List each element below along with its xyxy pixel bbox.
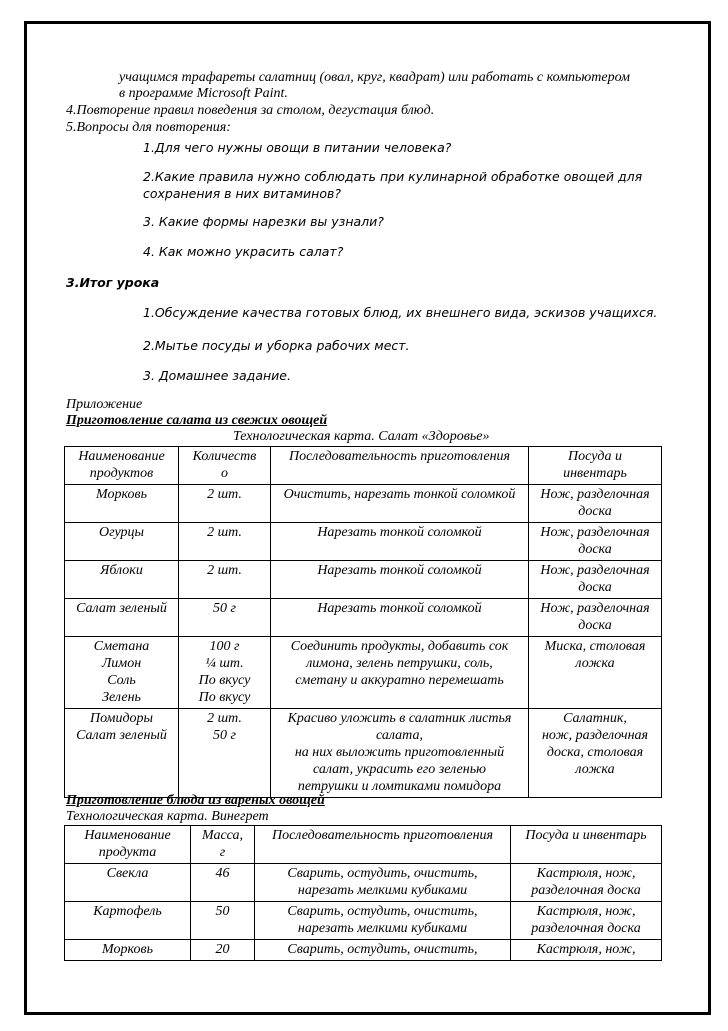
- cell-text: 50 г: [213, 601, 236, 616]
- cell-text: Последовательность приготовления: [288, 449, 511, 464]
- table-cell: [271, 599, 529, 637]
- table-row: [65, 709, 662, 798]
- cell-text: Салатник,: [563, 711, 627, 726]
- cell-text: инвентарь: [563, 466, 627, 481]
- cell-text: Кастрюля, нож,: [536, 866, 636, 881]
- table-cell: [65, 864, 191, 902]
- cell-text: 2 шт.: [207, 487, 242, 502]
- table-cell: [65, 902, 191, 940]
- cell-text: Картофель: [93, 904, 162, 919]
- table-cell: [179, 637, 271, 709]
- cell-text: Нож, разделочная: [540, 563, 650, 578]
- cell-text: доска, столовая: [546, 745, 644, 760]
- cell-text: Нож, разделочная: [540, 525, 650, 540]
- card-1-title: Технологическая карта. Салат «Здоровье»: [233, 429, 490, 444]
- table-cell: [529, 485, 662, 523]
- cell-text: Кастрюля, нож,: [536, 904, 636, 919]
- cell-text: Последовательность приготовления: [271, 828, 494, 843]
- cell-text: доска: [578, 542, 612, 557]
- cell-text: Наименование: [78, 449, 165, 464]
- question-4: 4. Как можно украсить салат?: [143, 244, 344, 259]
- cell-text: Салат зеленый: [76, 601, 167, 616]
- cell-text: салата,: [376, 728, 423, 743]
- table-cell: [255, 826, 511, 864]
- cell-text: ¼ шт.: [205, 656, 244, 671]
- table-cell: [511, 940, 662, 961]
- cell-text: продуктов: [89, 466, 154, 481]
- cell-text: Морковь: [96, 487, 147, 502]
- cell-text: Очистить, нарезать тонкой соломкой: [283, 487, 516, 502]
- section-1-title: Приготовление салата из свежих овощей: [66, 413, 328, 428]
- table-cell: [511, 902, 662, 940]
- cell-text: Количеств: [192, 449, 257, 464]
- table-cell: [271, 523, 529, 561]
- cell-text: Посуда и: [568, 449, 622, 464]
- table-cell: [529, 523, 662, 561]
- table-row: [65, 599, 662, 637]
- cell-text: Свекла: [106, 866, 149, 881]
- table-cell: [529, 709, 662, 798]
- cell-text: петрушки и ломтиками помидора: [297, 779, 502, 794]
- cell-text: ложка: [575, 656, 615, 671]
- table-cell: [511, 864, 662, 902]
- cell-text: Салат зеленый: [76, 728, 167, 743]
- cell-text: салат, украсить его зеленью: [313, 762, 486, 777]
- cell-text: нарезать мелкими кубиками: [297, 921, 468, 936]
- cell-text: Кастрюля, нож,: [536, 942, 636, 957]
- table-cell: [179, 561, 271, 599]
- table-cell: [179, 599, 271, 637]
- table-cell: [191, 826, 255, 864]
- cell-text: на них выложить приготовленный: [294, 745, 505, 760]
- table-cell: [179, 447, 271, 485]
- question-3: 3. Какие формы нарезки вы узнали?: [143, 214, 384, 229]
- table-cell: [179, 523, 271, 561]
- question-2-line-2: сохранения в них витаминов?: [143, 186, 341, 201]
- cell-text: Морковь: [102, 942, 153, 957]
- text-line-paint: в программе Microsoft Paint.: [119, 86, 288, 101]
- table-row: [65, 485, 662, 523]
- table-cell: [179, 485, 271, 523]
- table-cell: [271, 709, 529, 798]
- table-row: [65, 864, 662, 902]
- cell-text: 20: [215, 942, 230, 957]
- cell-text: доска: [578, 504, 612, 519]
- table-cell: [191, 864, 255, 902]
- table-cell: [65, 523, 179, 561]
- cell-text: о: [221, 466, 228, 481]
- table-cell: [529, 561, 662, 599]
- cell-text: продукта: [98, 845, 157, 860]
- cell-text: 2 шт.: [207, 711, 242, 726]
- cell-text: Сварить, остудить, очистить,: [287, 866, 478, 881]
- cell-text: 2 шт.: [207, 563, 242, 578]
- cell-text: 46: [215, 866, 230, 881]
- table-cell: [179, 709, 271, 798]
- cell-text: разделочная доска: [531, 921, 641, 936]
- table-row: [65, 561, 662, 599]
- cell-text: 50 г: [213, 728, 236, 743]
- cell-text: Нож, разделочная: [540, 487, 650, 502]
- table-row: [65, 902, 662, 940]
- table-cell: [255, 902, 511, 940]
- table-header-row: [65, 447, 662, 485]
- cell-text: доска: [578, 618, 612, 633]
- cell-text: Сметана: [93, 639, 150, 654]
- cell-text: Посуда и инвентарь: [525, 828, 647, 843]
- cell-text: 2 шт.: [207, 525, 242, 540]
- table-row: [65, 637, 662, 709]
- cell-text: Соль: [107, 673, 136, 688]
- cell-text: Красиво уложить в салатник листья: [287, 711, 512, 726]
- table-cell: [65, 940, 191, 961]
- cell-text: Огурцы: [98, 525, 145, 540]
- cell-text: 100 г: [209, 639, 240, 654]
- table-cell: [65, 599, 179, 637]
- cell-text: По вкусу: [198, 673, 251, 688]
- table-header-row: [65, 826, 662, 864]
- text-line-questions-heading: 5.Вопросы для повторения:: [66, 120, 231, 135]
- tech-card-table-salad: [64, 446, 662, 798]
- table-cell: [65, 826, 191, 864]
- table-cell: [271, 637, 529, 709]
- table-cell: [271, 561, 529, 599]
- cell-text: Масса,: [201, 828, 244, 843]
- table-cell: [65, 709, 179, 798]
- cell-text: нарезать мелкими кубиками: [297, 883, 468, 898]
- table-cell: [65, 637, 179, 709]
- question-2-line-1: 2.Какие правила нужно соблюдать при кулинарной обработке овощей для: [143, 169, 643, 184]
- cell-text: Яблоки: [100, 563, 143, 578]
- cell-text: Сварить, остудить, очистить,: [287, 942, 478, 957]
- cell-text: Нарезать тонкой соломкой: [317, 601, 482, 616]
- cell-text: Нарезать тонкой соломкой: [317, 525, 482, 540]
- table-row: [65, 523, 662, 561]
- cell-text: г: [219, 845, 226, 860]
- table-cell: [191, 940, 255, 961]
- summary-item-1: 1.Обсуждение качества готовых блюд, их внешнего вида, эскизов учащихся.: [143, 305, 658, 320]
- table-cell: [65, 447, 179, 485]
- question-1: 1.Для чего нужны овощи в питании человека?: [143, 140, 452, 155]
- cell-text: Помидоры: [89, 711, 154, 726]
- cell-text: Миска, столовая: [544, 639, 646, 654]
- summary-heading: 3.Итог урока: [66, 275, 160, 290]
- cell-text: По вкусу: [198, 690, 251, 705]
- text-line-table-manners: 4.Повторение правил поведения за столом, дегустация блюд.: [66, 103, 435, 118]
- cell-text: Зелень: [102, 690, 141, 705]
- cell-text: сметану и аккуратно перемешать: [295, 673, 504, 688]
- table-cell: [529, 599, 662, 637]
- table-cell: [255, 864, 511, 902]
- table-cell: [191, 902, 255, 940]
- section-2-title: Приготовление блюда из вареных овощей: [66, 793, 325, 808]
- table-cell: [65, 561, 179, 599]
- cell-text: лимона, зелень петрушки, соль,: [306, 656, 493, 671]
- cell-text: доска: [578, 580, 612, 595]
- cell-text: нож, разделочная: [541, 728, 649, 743]
- cell-text: 50: [215, 904, 230, 919]
- appendix-label: Приложение: [66, 397, 143, 412]
- cell-text: Наименование: [84, 828, 171, 843]
- table-cell: [271, 447, 529, 485]
- cell-text: Лимон: [101, 656, 142, 671]
- summary-item-3: 3. Домашнее задание.: [143, 368, 291, 383]
- tech-card-table-vinaigrette: [64, 825, 662, 961]
- table-cell: [65, 485, 179, 523]
- table-cell: [529, 447, 662, 485]
- cell-text: Соединить продукты, добавить сок: [290, 639, 509, 654]
- cell-text: ложка: [575, 762, 615, 777]
- table-cell: [529, 637, 662, 709]
- cell-text: Нарезать тонкой соломкой: [317, 563, 482, 578]
- table-cell: [511, 826, 662, 864]
- cell-text: Нож, разделочная: [540, 601, 650, 616]
- card-2-title: Технологическая карта. Винегрет: [66, 809, 269, 824]
- text-line-stencils: учащимся трафареты салатниц (овал, круг, квадрат) или работать с компьютером: [119, 70, 630, 85]
- table-cell: [271, 485, 529, 523]
- summary-item-2: 2.Мытье посуды и уборка рабочих мест.: [143, 338, 410, 353]
- cell-text: разделочная доска: [531, 883, 641, 898]
- table-cell: [255, 940, 511, 961]
- cell-text: Сварить, остудить, очистить,: [287, 904, 478, 919]
- table-row: [65, 940, 662, 961]
